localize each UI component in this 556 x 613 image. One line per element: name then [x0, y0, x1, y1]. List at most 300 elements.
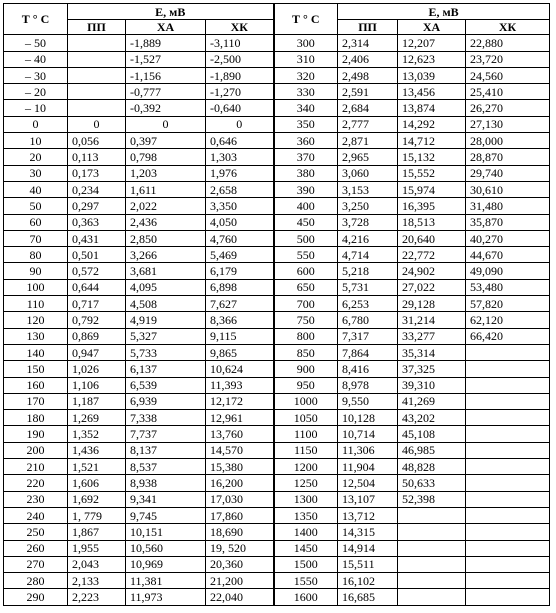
- temp-right-cell: 350: [274, 116, 338, 132]
- ha-left-cell: 10,969: [126, 556, 206, 572]
- ha-left-cell: 3,681: [126, 263, 206, 279]
- table-row: [4, 344, 550, 360]
- ha-left-cell: 2,022: [126, 198, 206, 214]
- temp-left-cell: 190: [4, 426, 68, 442]
- hk-right-cell: 49,090: [466, 263, 550, 279]
- ha-right-cell: 24,902: [398, 263, 466, 279]
- table-row: [4, 230, 550, 246]
- temp-left-cell: 110: [4, 296, 68, 312]
- hk-right-cell: [466, 410, 550, 426]
- hk-header-left: ХК: [206, 20, 274, 35]
- pp-left-cell: 1,867: [68, 524, 126, 540]
- hk-right-cell: [466, 556, 550, 572]
- table-row: [4, 296, 550, 312]
- hk-left-cell: 20,360: [206, 556, 274, 572]
- hk-left-cell: 6,179: [206, 263, 274, 279]
- temp-right-cell: 320: [274, 67, 338, 83]
- ha-right-cell: 15,132: [398, 149, 466, 165]
- ha-right-cell: 31,214: [398, 312, 466, 328]
- temp-right-cell: 370: [274, 149, 338, 165]
- ha-left-cell: 4,508: [126, 296, 206, 312]
- hk-right-cell: [466, 377, 550, 393]
- pp-left-cell: 1,436: [68, 442, 126, 458]
- hk-right-cell: 53,480: [466, 279, 550, 295]
- ha-left-cell: 4,095: [126, 279, 206, 295]
- temp-left-cell: 100: [4, 279, 68, 295]
- temp-right-cell: 340: [274, 100, 338, 116]
- pp-header-left: ПП: [68, 20, 126, 35]
- temp-left-cell: 270: [4, 556, 68, 572]
- temp-right-cell: 800: [274, 328, 338, 344]
- hk-left-cell: 2,658: [206, 181, 274, 197]
- ha-left-cell: 9,341: [126, 491, 206, 507]
- table-row: [4, 181, 550, 197]
- hk-left-cell: 18,690: [206, 524, 274, 540]
- pp-left-cell: 1, 779: [68, 507, 126, 523]
- temp-right-cell: 1500: [274, 556, 338, 572]
- ha-left-cell: -1,156: [126, 67, 206, 83]
- ha-right-cell: 20,640: [398, 230, 466, 246]
- ha-right-cell: 14,292: [398, 116, 466, 132]
- pp-right-cell: 3,153: [338, 181, 398, 197]
- ha-right-cell: [398, 524, 466, 540]
- header-row-1: [4, 4, 550, 20]
- hk-right-cell: 25,410: [466, 84, 550, 100]
- temp-left-cell: – 30: [4, 67, 68, 83]
- hk-right-cell: 24,560: [466, 67, 550, 83]
- temp-right-cell: 330: [274, 84, 338, 100]
- hk-left-cell: 5,469: [206, 247, 274, 263]
- hk-right-cell: 31,480: [466, 198, 550, 214]
- hk-left-cell: 3,350: [206, 198, 274, 214]
- ha-left-cell: 11,973: [126, 589, 206, 605]
- emf-header-left: Е, мВ: [68, 4, 274, 20]
- hk-left-cell: 19, 520: [206, 540, 274, 556]
- temp-right-cell: 1600: [274, 589, 338, 605]
- pp-left-cell: 1,026: [68, 361, 126, 377]
- hk-right-cell: 57,820: [466, 296, 550, 312]
- temp-header-left: Т ° С: [4, 4, 68, 35]
- ha-right-cell: 15,552: [398, 165, 466, 181]
- ha-left-cell: -0,392: [126, 100, 206, 116]
- pp-left-cell: 1,269: [68, 410, 126, 426]
- hk-left-cell: -3,110: [206, 35, 274, 51]
- pp-right-cell: 11,904: [338, 459, 398, 475]
- pp-left-cell: 0,173: [68, 165, 126, 181]
- temp-right-cell: 380: [274, 165, 338, 181]
- hk-right-cell: [466, 524, 550, 540]
- ha-right-cell: [398, 556, 466, 572]
- hk-left-cell: 21,200: [206, 573, 274, 589]
- hk-right-cell: 28,000: [466, 133, 550, 149]
- ha-right-cell: 16,395: [398, 198, 466, 214]
- temp-left-cell: – 50: [4, 35, 68, 51]
- hk-left-cell: 10,624: [206, 361, 274, 377]
- emf-header-right: Е, мВ: [338, 4, 550, 20]
- ha-right-cell: [398, 589, 466, 605]
- hk-left-cell: 0,646: [206, 133, 274, 149]
- pp-right-cell: 12,504: [338, 475, 398, 491]
- hk-left-cell: 11,393: [206, 377, 274, 393]
- table-row: [4, 524, 550, 540]
- table-row: [4, 263, 550, 279]
- temp-left-cell: 80: [4, 247, 68, 263]
- temp-right-cell: 1400: [274, 524, 338, 540]
- ha-right-cell: [398, 540, 466, 556]
- hk-left-cell: -1,890: [206, 67, 274, 83]
- pp-left-cell: 1,606: [68, 475, 126, 491]
- pp-right-cell: 16,102: [338, 573, 398, 589]
- hk-left-cell: 16,200: [206, 475, 274, 491]
- temp-left-cell: 230: [4, 491, 68, 507]
- pp-left-cell: 0,056: [68, 133, 126, 149]
- temp-left-cell: 240: [4, 507, 68, 523]
- temp-right-cell: 900: [274, 361, 338, 377]
- ha-left-cell: -0,777: [126, 84, 206, 100]
- hk-right-cell: 27,130: [466, 116, 550, 132]
- pp-left-cell: 0,113: [68, 149, 126, 165]
- thermocouple-emf-table: [3, 3, 550, 606]
- ha-right-cell: 18,513: [398, 214, 466, 230]
- ha-header-right: ХА: [398, 20, 466, 35]
- ha-left-cell: 9,745: [126, 507, 206, 523]
- temp-left-cell: 210: [4, 459, 68, 475]
- hk-right-cell: [466, 540, 550, 556]
- pp-left-cell: 0,644: [68, 279, 126, 295]
- table-row: [4, 589, 550, 605]
- hk-left-cell: -1,270: [206, 84, 274, 100]
- hk-left-cell: 9,115: [206, 328, 274, 344]
- table-row: [4, 51, 550, 67]
- pp-left-cell: 0,363: [68, 214, 126, 230]
- pp-right-cell: 2,965: [338, 149, 398, 165]
- pp-right-cell: 7,317: [338, 328, 398, 344]
- pp-left-cell: 1,106: [68, 377, 126, 393]
- hk-right-cell: [466, 393, 550, 409]
- hk-left-cell: 4,760: [206, 230, 274, 246]
- temp-left-cell: 150: [4, 361, 68, 377]
- temp-left-cell: 50: [4, 198, 68, 214]
- table-row: [4, 84, 550, 100]
- hk-left-cell: -0,640: [206, 100, 274, 116]
- hk-right-cell: 26,270: [466, 100, 550, 116]
- temp-left-cell: 200: [4, 442, 68, 458]
- pp-left-cell: 2,223: [68, 589, 126, 605]
- ha-left-cell: 6,539: [126, 377, 206, 393]
- ha-left-cell: 1,611: [126, 181, 206, 197]
- temp-left-cell: 180: [4, 410, 68, 426]
- pp-right-cell: 6,253: [338, 296, 398, 312]
- temp-left-cell: 140: [4, 344, 68, 360]
- pp-left-cell: 0,572: [68, 263, 126, 279]
- pp-header-right: ПП: [338, 20, 398, 35]
- pp-right-cell: 2,498: [338, 67, 398, 83]
- table-row: [4, 279, 550, 295]
- table-row: [4, 393, 550, 409]
- temp-right-cell: 390: [274, 181, 338, 197]
- ha-left-cell: 5,327: [126, 328, 206, 344]
- hk-right-cell: [466, 507, 550, 523]
- hk-right-cell: [466, 361, 550, 377]
- temp-left-cell: – 20: [4, 84, 68, 100]
- hk-right-cell: [466, 589, 550, 605]
- hk-right-cell: [466, 442, 550, 458]
- ha-left-cell: 5,733: [126, 344, 206, 360]
- table-row: [4, 410, 550, 426]
- ha-left-cell: 1,203: [126, 165, 206, 181]
- temp-header-right: Т ° С: [274, 4, 338, 35]
- ha-right-cell: 45,108: [398, 426, 466, 442]
- temp-left-cell: 260: [4, 540, 68, 556]
- pp-right-cell: 2,591: [338, 84, 398, 100]
- temp-right-cell: 850: [274, 344, 338, 360]
- hk-right-cell: [466, 491, 550, 507]
- ha-left-cell: 10,560: [126, 540, 206, 556]
- table-row: [4, 556, 550, 572]
- pp-right-cell: 13,712: [338, 507, 398, 523]
- hk-left-cell: 17,030: [206, 491, 274, 507]
- temp-left-cell: 0: [4, 116, 68, 132]
- ha-left-cell: 8,137: [126, 442, 206, 458]
- pp-right-cell: 2,314: [338, 35, 398, 51]
- ha-right-cell: 22,772: [398, 247, 466, 263]
- pp-right-cell: 10,128: [338, 410, 398, 426]
- table-row: [4, 100, 550, 116]
- pp-right-cell: 14,315: [338, 524, 398, 540]
- temp-left-cell: 280: [4, 573, 68, 589]
- pp-left-cell: 1,187: [68, 393, 126, 409]
- temp-right-cell: 1250: [274, 475, 338, 491]
- ha-left-cell: 0: [126, 116, 206, 132]
- hk-right-cell: 29,740: [466, 165, 550, 181]
- table-row: [4, 312, 550, 328]
- pp-right-cell: 8,416: [338, 361, 398, 377]
- hk-right-cell: [466, 573, 550, 589]
- hk-left-cell: 1,303: [206, 149, 274, 165]
- table-row: [4, 377, 550, 393]
- pp-right-cell: 16,685: [338, 589, 398, 605]
- ha-right-cell: [398, 573, 466, 589]
- hk-right-cell: [466, 344, 550, 360]
- hk-left-cell: 6,898: [206, 279, 274, 295]
- temp-right-cell: 1300: [274, 491, 338, 507]
- pp-right-cell: 5,731: [338, 279, 398, 295]
- ha-right-cell: 13,456: [398, 84, 466, 100]
- temp-right-cell: 500: [274, 230, 338, 246]
- table-row: [4, 133, 550, 149]
- temp-left-cell: 90: [4, 263, 68, 279]
- pp-right-cell: 14,914: [338, 540, 398, 556]
- hk-right-cell: 44,670: [466, 247, 550, 263]
- ha-right-cell: 13,039: [398, 67, 466, 83]
- hk-right-cell: [466, 459, 550, 475]
- hk-left-cell: 12,172: [206, 393, 274, 409]
- temp-right-cell: 1100: [274, 426, 338, 442]
- ha-left-cell: 8,537: [126, 459, 206, 475]
- temp-right-cell: 360: [274, 133, 338, 149]
- table-row: [4, 573, 550, 589]
- hk-right-cell: 66,420: [466, 328, 550, 344]
- table-row: [4, 491, 550, 507]
- pp-right-cell: 7,864: [338, 344, 398, 360]
- pp-right-cell: 2,777: [338, 116, 398, 132]
- table-row: [4, 67, 550, 83]
- temp-right-cell: 400: [274, 198, 338, 214]
- ha-right-cell: 43,202: [398, 410, 466, 426]
- temp-right-cell: 450: [274, 214, 338, 230]
- temp-right-cell: 600: [274, 263, 338, 279]
- hk-left-cell: 22,040: [206, 589, 274, 605]
- table-row: [4, 149, 550, 165]
- hk-left-cell: 7,627: [206, 296, 274, 312]
- pp-left-cell: 0: [68, 116, 126, 132]
- hk-right-cell: 62,120: [466, 312, 550, 328]
- ha-right-cell: 12,623: [398, 51, 466, 67]
- pp-left-cell: [68, 84, 126, 100]
- temp-left-cell: 120: [4, 312, 68, 328]
- pp-right-cell: 2,406: [338, 51, 398, 67]
- ha-left-cell: 4,919: [126, 312, 206, 328]
- ha-left-cell: 7,737: [126, 426, 206, 442]
- hk-left-cell: 9,865: [206, 344, 274, 360]
- hk-left-cell: -2,500: [206, 51, 274, 67]
- table-row: [4, 507, 550, 523]
- pp-right-cell: 10,714: [338, 426, 398, 442]
- pp-right-cell: 6,780: [338, 312, 398, 328]
- pp-left-cell: [68, 51, 126, 67]
- table-row: [4, 459, 550, 475]
- ha-right-cell: 15,974: [398, 181, 466, 197]
- hk-left-cell: 4,050: [206, 214, 274, 230]
- temp-right-cell: 310: [274, 51, 338, 67]
- ha-right-cell: 52,398: [398, 491, 466, 507]
- pp-right-cell: 9,550: [338, 393, 398, 409]
- ha-header-left: ХА: [126, 20, 206, 35]
- table-row: [4, 426, 550, 442]
- temp-left-cell: 10: [4, 133, 68, 149]
- pp-left-cell: 0,431: [68, 230, 126, 246]
- pp-left-cell: 0,501: [68, 247, 126, 263]
- temp-left-cell: 250: [4, 524, 68, 540]
- table-row: [4, 361, 550, 377]
- ha-left-cell: 3,266: [126, 247, 206, 263]
- ha-right-cell: 48,828: [398, 459, 466, 475]
- ha-right-cell: 33,277: [398, 328, 466, 344]
- pp-right-cell: 4,714: [338, 247, 398, 263]
- ha-right-cell: 27,022: [398, 279, 466, 295]
- ha-left-cell: 2,436: [126, 214, 206, 230]
- pp-left-cell: [68, 100, 126, 116]
- ha-right-cell: 14,712: [398, 133, 466, 149]
- pp-right-cell: 4,216: [338, 230, 398, 246]
- table-body: [4, 35, 550, 605]
- ha-right-cell: 46,985: [398, 442, 466, 458]
- table-row: [4, 35, 550, 51]
- hk-left-cell: 13,760: [206, 426, 274, 442]
- table-row: [4, 540, 550, 556]
- temp-left-cell: 290: [4, 589, 68, 605]
- hk-right-cell: [466, 426, 550, 442]
- pp-left-cell: 0,869: [68, 328, 126, 344]
- pp-left-cell: 0,792: [68, 312, 126, 328]
- pp-right-cell: 13,107: [338, 491, 398, 507]
- ha-left-cell: 0,397: [126, 133, 206, 149]
- temp-right-cell: 650: [274, 279, 338, 295]
- table-row: [4, 247, 550, 263]
- pp-left-cell: 0,717: [68, 296, 126, 312]
- temp-right-cell: 750: [274, 312, 338, 328]
- temp-right-cell: 700: [274, 296, 338, 312]
- ha-left-cell: 7,338: [126, 410, 206, 426]
- pp-right-cell: 8,978: [338, 377, 398, 393]
- temp-right-cell: 950: [274, 377, 338, 393]
- ha-left-cell: -1,527: [126, 51, 206, 67]
- hk-left-cell: 1,976: [206, 165, 274, 181]
- temp-right-cell: 1000: [274, 393, 338, 409]
- temp-right-cell: 1200: [274, 459, 338, 475]
- pp-left-cell: 1,352: [68, 426, 126, 442]
- hk-header-right: ХК: [466, 20, 550, 35]
- pp-right-cell: 2,871: [338, 133, 398, 149]
- temp-left-cell: 20: [4, 149, 68, 165]
- table-row: [4, 214, 550, 230]
- pp-right-cell: 3,728: [338, 214, 398, 230]
- hk-left-cell: 15,380: [206, 459, 274, 475]
- temp-right-cell: 1550: [274, 573, 338, 589]
- temp-left-cell: 60: [4, 214, 68, 230]
- ha-left-cell: 11,381: [126, 573, 206, 589]
- ha-right-cell: 37,325: [398, 361, 466, 377]
- hk-left-cell: 12,961: [206, 410, 274, 426]
- pp-left-cell: [68, 35, 126, 51]
- ha-right-cell: [398, 507, 466, 523]
- temp-left-cell: 70: [4, 230, 68, 246]
- pp-left-cell: 2,133: [68, 573, 126, 589]
- hk-left-cell: 14,570: [206, 442, 274, 458]
- ha-right-cell: 12,207: [398, 35, 466, 51]
- ha-right-cell: 13,874: [398, 100, 466, 116]
- hk-right-cell: [466, 475, 550, 491]
- ha-left-cell: 8,938: [126, 475, 206, 491]
- hk-right-cell: 23,720: [466, 51, 550, 67]
- pp-left-cell: 0,234: [68, 181, 126, 197]
- pp-left-cell: 1,692: [68, 491, 126, 507]
- pp-right-cell: 11,306: [338, 442, 398, 458]
- temp-right-cell: 1350: [274, 507, 338, 523]
- temp-left-cell: 170: [4, 393, 68, 409]
- pp-right-cell: 15,511: [338, 556, 398, 572]
- temp-left-cell: 30: [4, 165, 68, 181]
- temp-left-cell: – 40: [4, 51, 68, 67]
- hk-right-cell: 28,870: [466, 149, 550, 165]
- pp-left-cell: 0,297: [68, 198, 126, 214]
- table-row: [4, 442, 550, 458]
- ha-right-cell: 35,314: [398, 344, 466, 360]
- table-row: [4, 116, 550, 132]
- ha-left-cell: 2,850: [126, 230, 206, 246]
- table-row: [4, 328, 550, 344]
- pp-right-cell: 3,060: [338, 165, 398, 181]
- ha-left-cell: -1,889: [126, 35, 206, 51]
- temp-left-cell: 130: [4, 328, 68, 344]
- ha-right-cell: 39,310: [398, 377, 466, 393]
- table-row: [4, 165, 550, 181]
- temp-right-cell: 1450: [274, 540, 338, 556]
- pp-left-cell: 0,947: [68, 344, 126, 360]
- ha-left-cell: 6,939: [126, 393, 206, 409]
- pp-right-cell: 3,250: [338, 198, 398, 214]
- temp-right-cell: 300: [274, 35, 338, 51]
